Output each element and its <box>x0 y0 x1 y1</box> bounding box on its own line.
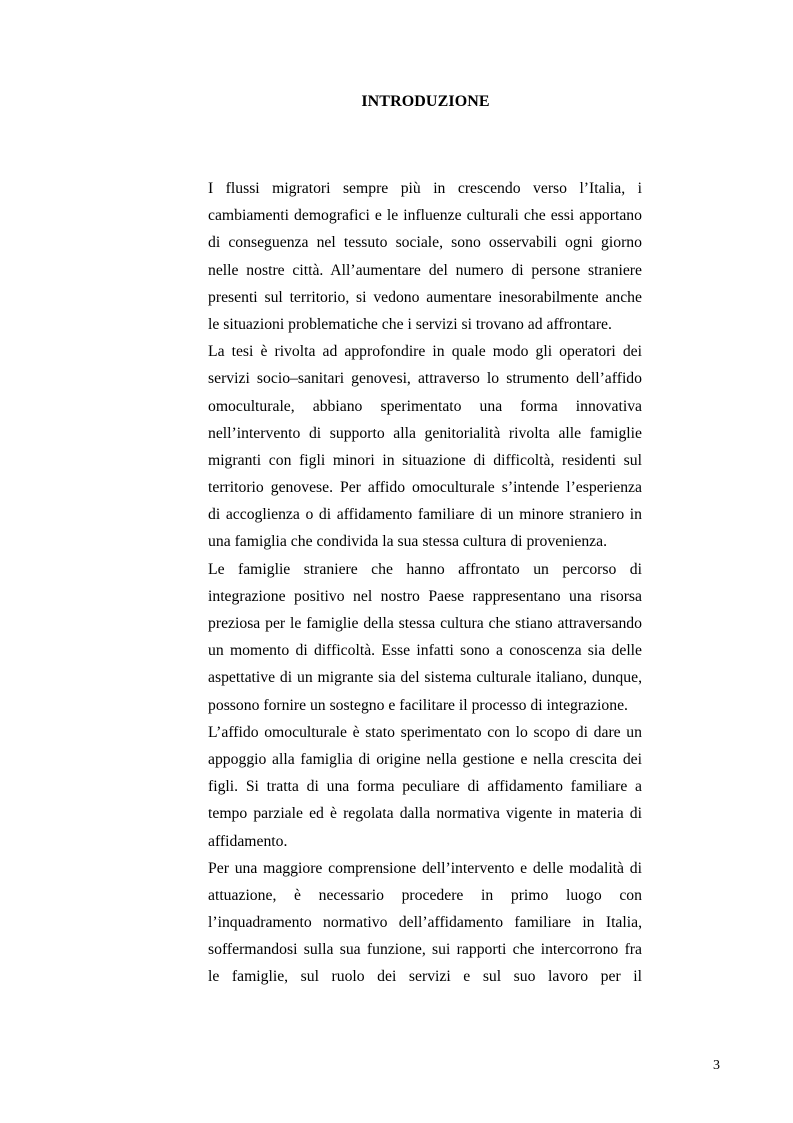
text-line: nelle nostre città. All’aumentare del numero di persone straniere <box>208 261 642 279</box>
text-line: L’affido omoculturale è stato sperimentato con lo scopo di dare un <box>208 723 642 741</box>
text-line: appoggio alla famiglia di origine nella gestione e nella crescita dei <box>208 750 642 768</box>
text-line: presenti sul territorio, si vedono aumentare inesorabilmente anche <box>208 288 642 306</box>
text-line: soffermandosi sulla sua funzione, sui rapporti che intercorrono fra <box>208 941 642 959</box>
page-number: 3 <box>713 1058 720 1073</box>
page-title: INTRODUZIONE <box>361 93 490 110</box>
text-line: di accoglienza o di affidamento familiare di un minore straniero in <box>208 506 642 524</box>
text-line: le famiglie, sul ruolo dei servizi e sul suo lavoro per il <box>208 968 642 986</box>
text-line: attuazione, è necessario procedere in primo luogo con <box>208 886 642 904</box>
text-line: l’inquadramento normativo dell’affidamento familiare in Italia, <box>208 914 642 932</box>
text-line: servizi socio–sanitari genovesi, attraverso lo strumento dell’affido <box>208 370 642 388</box>
text-line: aspettative di un migrante sia del sistema culturale italiano, dunque, <box>208 669 642 687</box>
text-line: di conseguenza nel tessuto sociale, sono osservabili ogni giorno <box>208 234 642 252</box>
text-line: omoculturale, abbiano sperimentato una forma innovativa <box>208 397 642 415</box>
text-line: Le famiglie straniere che hanno affrontato un percorso di <box>208 560 642 578</box>
text-line: un momento di difficoltà. Esse infatti sono a conoscenza sia delle <box>208 642 642 660</box>
text-line: Per una maggiore comprensione dell’intervento e delle modalità di <box>208 859 642 877</box>
text-line: migranti con figli minori in situazione di difficoltà, residenti sul <box>208 451 642 469</box>
text-line: preziosa per le famiglie della stessa cultura che stiano attraversando <box>208 615 642 632</box>
text-line: le situazioni problematiche che i servizi si trovano ad affrontare. <box>208 315 612 333</box>
text-line: nell’intervento di supporto alla genitorialità rivolta alle famiglie <box>208 424 642 442</box>
body-text <box>208 175 642 991</box>
text-line: La tesi è rivolta ad approfondire in quale modo gli operatori dei <box>208 343 642 361</box>
text-line: tempo parziale ed è regolata dalla normativa vigente in materia di <box>208 805 642 823</box>
text-line: affidamento. <box>208 832 288 850</box>
text-line: una famiglia che condivida la sua stessa cultura di provenienza. <box>208 533 608 551</box>
text-line: integrazione positivo nel nostro Paese rappresentano una risorsa <box>208 587 642 605</box>
text-line: territorio genovese. Per affido omoculturale s’intende l’esperienza <box>208 479 642 497</box>
text-line: possono fornire un sostegno e facilitare il processo di integrazione. <box>208 696 628 714</box>
text-line: I flussi migratori sempre più in crescendo verso l’Italia, i <box>208 180 642 197</box>
text-line: cambiamenti demografici e le influenze culturali che essi apportano <box>208 207 642 225</box>
text-line: figli. Si tratta di una forma peculiare di affidamento familiare a <box>208 778 642 796</box>
